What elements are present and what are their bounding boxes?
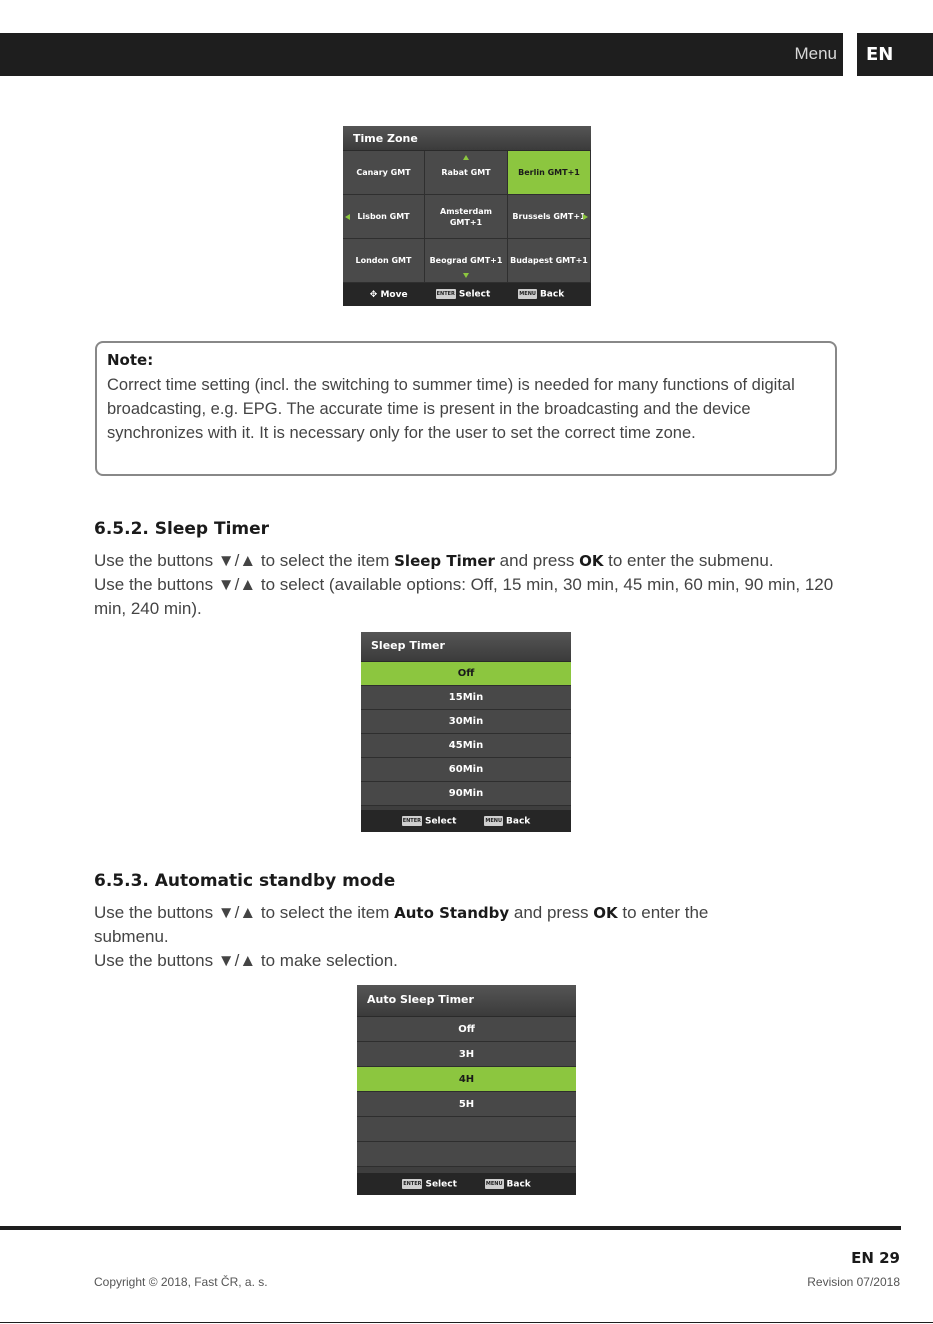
menu-option[interactable]: Off xyxy=(361,662,571,686)
menu-key-icon: MENU xyxy=(485,817,503,824)
menu-option[interactable] xyxy=(357,1117,576,1142)
section-heading-sleep-timer: 6.5.2. Sleep Timer xyxy=(94,519,270,539)
tz-cell[interactable]: Lisbon GMT xyxy=(343,195,425,239)
move-hint: ✥ Move xyxy=(369,289,408,300)
arrow-up-icon xyxy=(463,155,469,160)
header-bar xyxy=(0,33,843,76)
menu-option[interactable]: 5H xyxy=(357,1092,576,1117)
revision: Revision 07/2018 xyxy=(807,1275,900,1289)
menu-option[interactable]: Off xyxy=(357,1017,576,1042)
tz-cell[interactable]: Brussels GMT+1 xyxy=(508,195,591,239)
menu-option[interactable]: 15Min xyxy=(361,686,571,710)
note-text: Correct time setting (incl. the switching to summer time) is needed for many functions of digital broadcasting, e.g. EPG. The accurate time is present in the broadcasting and the device synchronizes with it. It is necessary only for the user to set the correct time zone. xyxy=(107,376,795,442)
select-hint: ENTER Select xyxy=(436,289,491,300)
auto-paragraph-2: Use the buttons ▼/▲ to make selection. xyxy=(94,951,398,970)
time-zone-grid xyxy=(343,151,591,283)
move-icon: ✥ xyxy=(369,289,378,300)
footer-rule xyxy=(0,1226,901,1230)
select-hint: ENTER Select xyxy=(403,1179,457,1190)
enter-key-icon: ENTER xyxy=(436,291,455,298)
menu-option[interactable]: 3H xyxy=(357,1042,576,1067)
sleep-timer-footer xyxy=(361,810,571,832)
auto-sleep-timer-screen xyxy=(357,985,576,1195)
header-menu-label: Menu xyxy=(794,44,837,63)
copyright: Copyright © 2018, Fast ČR, a. s. xyxy=(94,1275,268,1289)
back-hint: MENU Back xyxy=(485,1179,531,1190)
auto-paragraph-1: Use the buttons ▼/▲ to select the item Auto Standby and press OK to enter the submenu. xyxy=(94,903,709,946)
menu-option[interactable]: 60Min xyxy=(361,758,571,782)
back-hint: MENU Back xyxy=(519,289,565,300)
time-zone-screen xyxy=(343,126,591,306)
menu-key-icon: MENU xyxy=(485,1180,503,1187)
sleep-timer-screen xyxy=(361,632,571,832)
menu-option[interactable] xyxy=(357,1142,576,1167)
back-hint: MENU Back xyxy=(485,816,531,827)
note-title: Note: xyxy=(107,351,154,369)
auto-sleep-timer-footer xyxy=(357,1173,576,1195)
page-number: EN 29 xyxy=(851,1249,900,1267)
select-hint: ENTER Select xyxy=(402,816,457,827)
arrow-left-icon xyxy=(345,214,350,220)
section-heading-auto-standby: 6.5.3. Automatic standby mode xyxy=(94,871,396,891)
note-box xyxy=(95,341,837,476)
tz-cell[interactable]: Budapest GMT+1 xyxy=(508,239,591,283)
sleep-paragraph-2: Use the buttons ▼/▲ to select (available options: Off, 15 min, 30 min, 45 min, 60 min, 90 min, 120 min, 240 min). xyxy=(94,575,834,618)
menu-option[interactable]: 4H xyxy=(357,1067,576,1092)
arrow-down-icon xyxy=(463,273,469,278)
sleep-paragraph-1: Use the buttons ▼/▲ to select the item Sleep Timer and press OK to enter the submenu. xyxy=(94,551,774,570)
menu-key-icon: MENU xyxy=(519,291,536,298)
tz-cell[interactable]: Rabat GMT xyxy=(425,151,508,195)
enter-key-icon: ENTER xyxy=(402,817,421,824)
time-zone-title: Time Zone xyxy=(343,126,591,151)
tz-cell[interactable]: London GMT xyxy=(343,239,425,283)
language-badge: EN xyxy=(857,33,933,76)
tz-cell[interactable]: Amsterdam GMT+1 xyxy=(425,195,508,239)
sleep-timer-title: Sleep Timer xyxy=(361,632,571,662)
enter-key-icon: ENTER xyxy=(403,1180,422,1187)
menu-option[interactable]: 90Min xyxy=(361,782,571,806)
tz-cell[interactable]: Berlin GMT+1 xyxy=(508,151,591,195)
menu-option[interactable]: 45Min xyxy=(361,734,571,758)
auto-sleep-timer-title: Auto Sleep Timer xyxy=(357,985,576,1017)
tz-cell[interactable]: Canary GMT xyxy=(343,151,425,195)
tz-cell[interactable]: Beograd GMT+1 xyxy=(425,239,508,283)
time-zone-footer xyxy=(343,283,591,306)
page-edge-rule xyxy=(0,1322,933,1323)
arrow-right-icon xyxy=(583,214,588,220)
menu-option[interactable]: 30Min xyxy=(361,710,571,734)
